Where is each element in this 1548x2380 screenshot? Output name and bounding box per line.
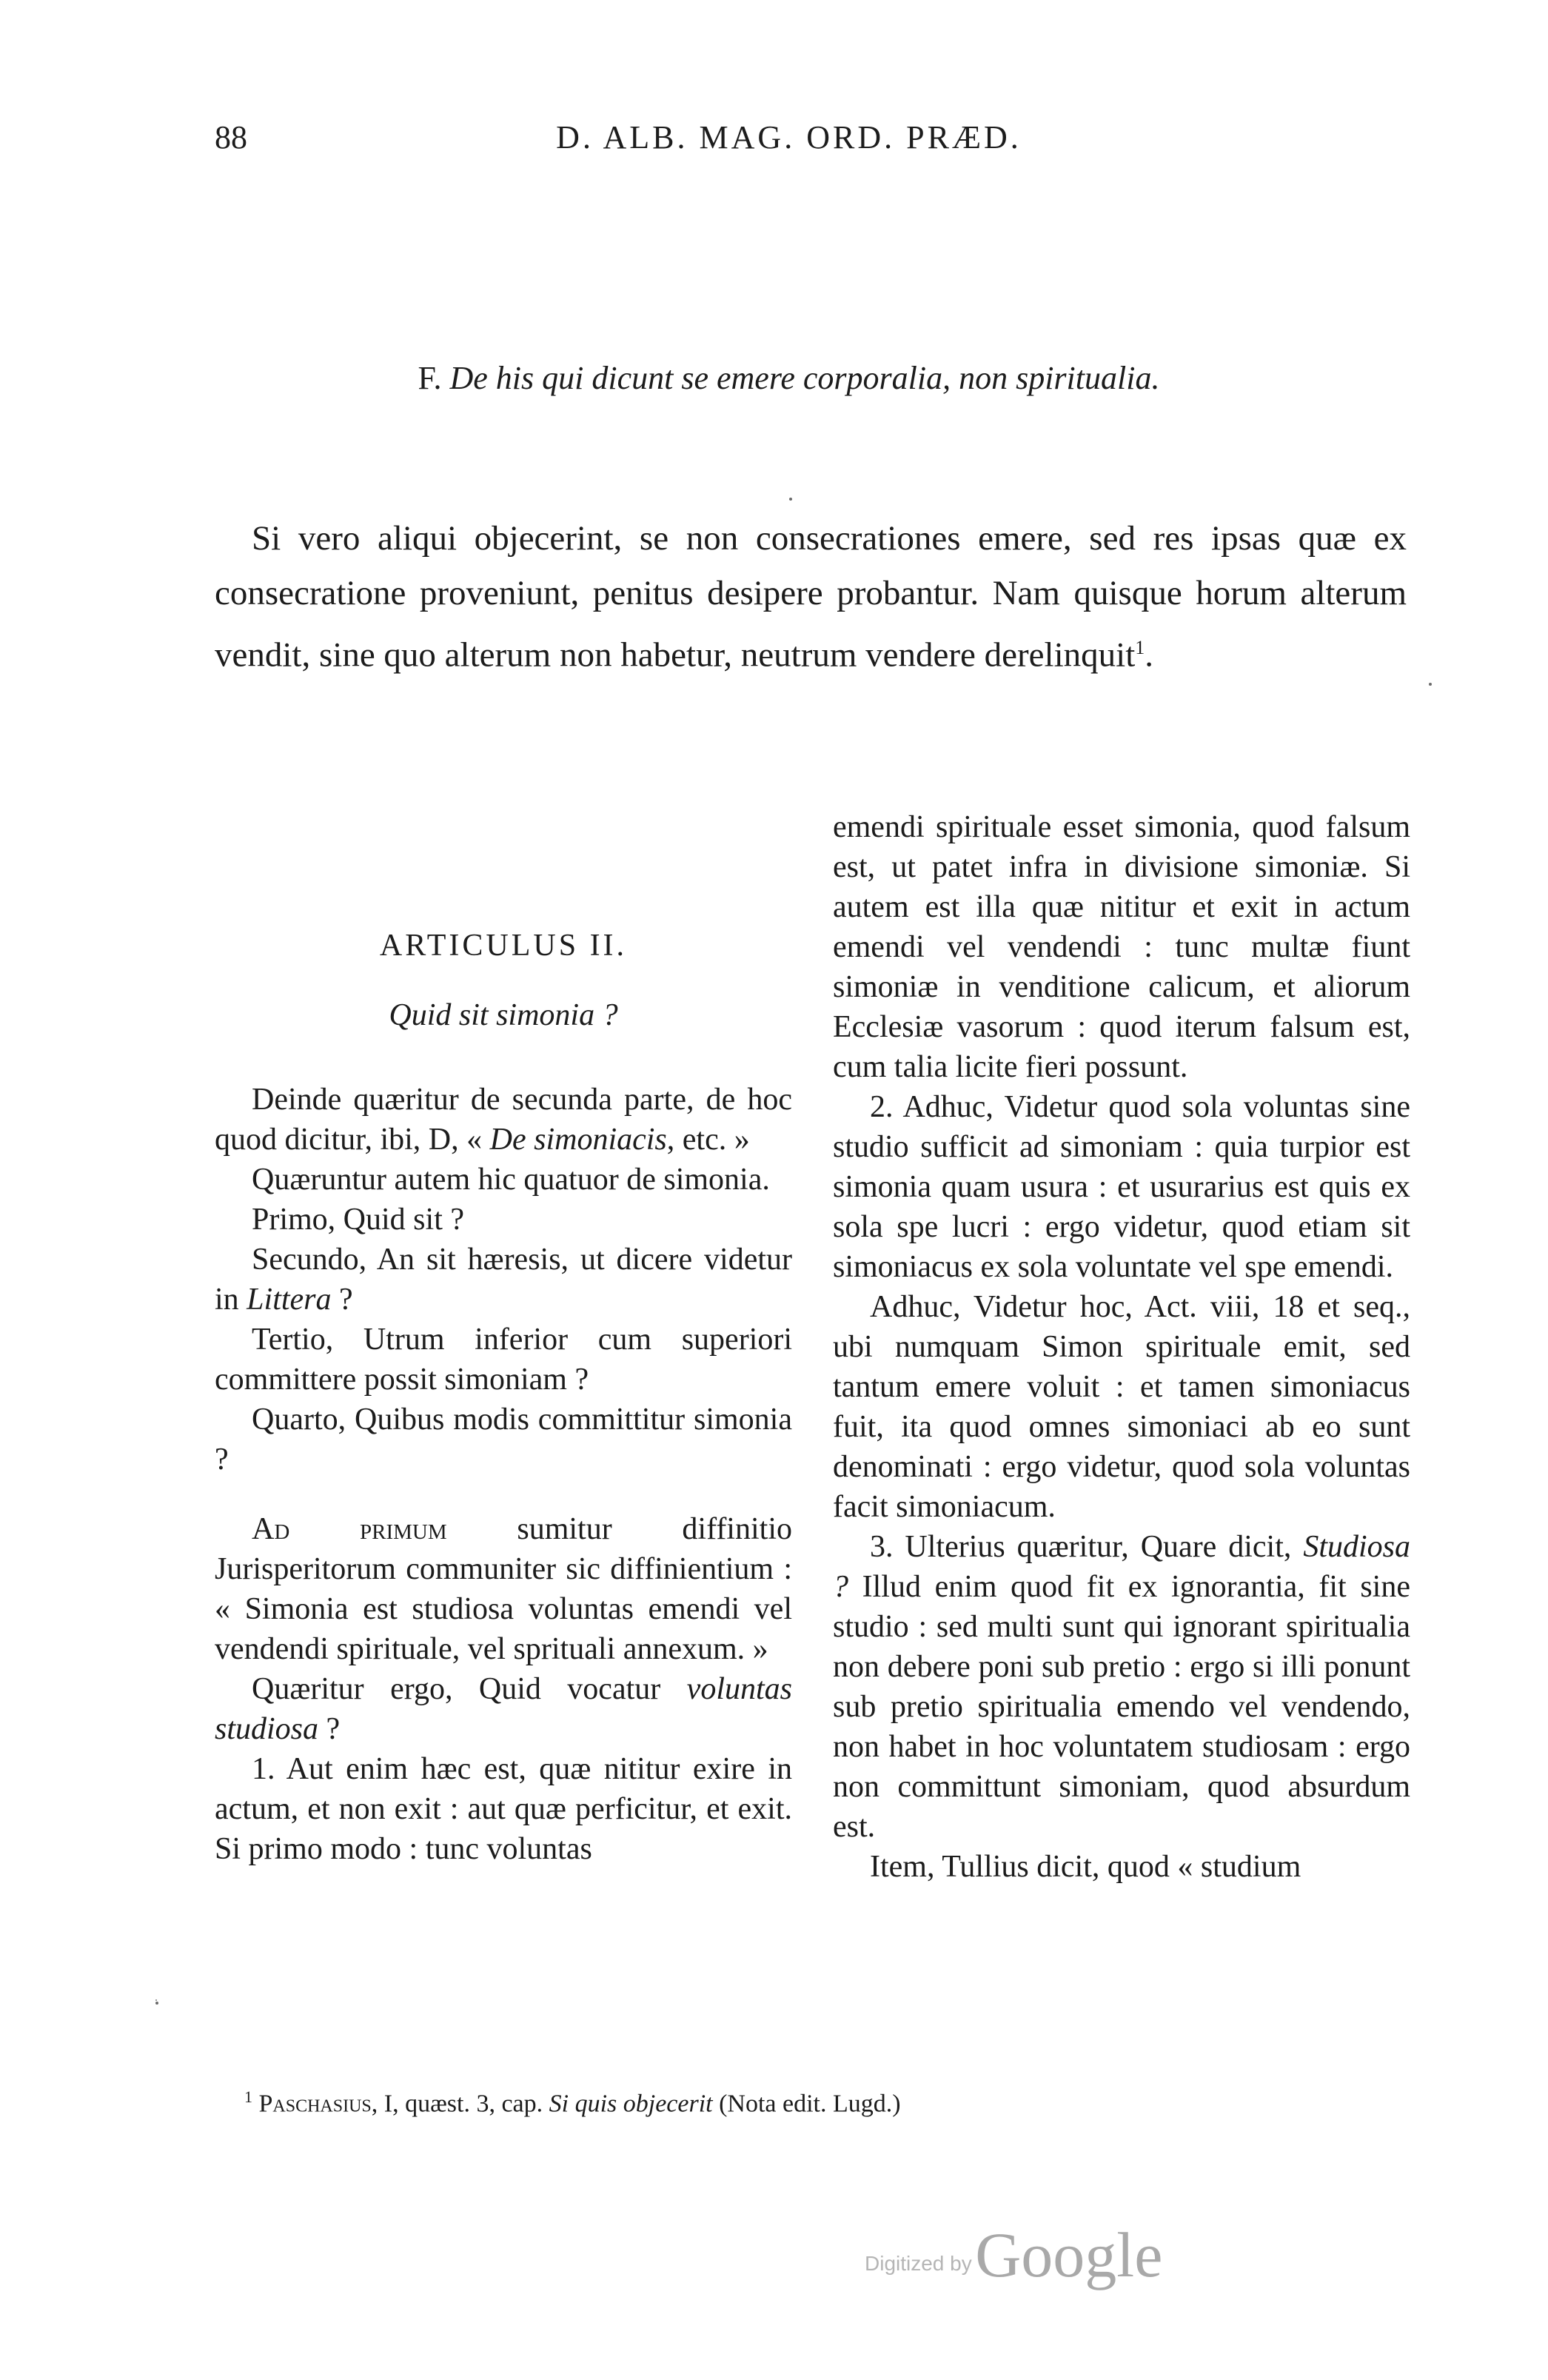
footnote-reference: 1 — [1135, 637, 1145, 658]
intro-text: Si vero aliqui objecerint, se non consecrationes emere, sed res ipsas quæ ex consecratione proveniunt, penitus desipere probantur. Nam quisque horum alterum vendit, sine quo alterum non habetur, neutrum vendere derelinquit — [215, 519, 1407, 675]
smallcaps-run: Ad primum — [252, 1512, 447, 1546]
paragraph — [215, 1509, 792, 1669]
footnote-text: (Nota edit. Lugd.) — [712, 2090, 901, 2118]
text-run: ? — [331, 1283, 353, 1317]
paragraph — [215, 1240, 792, 1320]
italic-run: Studiosa ? — [833, 1530, 1410, 1604]
text-run: sumitur diffinitio Jurisperitorum communiter sic diffinientium : « Simonia est studiosa voluntas emendi vel vendendi spirituale, vel sprituali annexum. » — [215, 1512, 792, 1666]
paragraph: 2. Adhuc, Videtur quod sola voluntas sine studio sufficit ad simoniam : quia turpior est simonia quam usura : et usurarius est quis ex sola spe lucri : ergo videtur, quod etiam sit simoniacus ex sola voluntate vel spe emendi. — [833, 1090, 1410, 1284]
text-run: , etc. » — [666, 1123, 750, 1157]
footnote-text: , I, quæst. 3, cap. — [371, 2090, 549, 2118]
article-subtitle: Quid sit simonia ? — [389, 998, 618, 1032]
paragraph: Item, Tullius dicit, quod « studium — [870, 1850, 1301, 1884]
paragraph: Primo, Quid sit ? — [252, 1203, 465, 1237]
intro-end: . — [1145, 635, 1154, 675]
text-run: ? — [318, 1712, 341, 1746]
paragraph: Tertio, Utrum inferior cum superiori committere possit simoniam ? — [215, 1323, 792, 1397]
paragraph: 1. Aut enim hæc est, quæ nititur exire in actum, et non exit : aut quæ perficitur, et exit. Si primo modo : tunc voluntas — [215, 1752, 792, 1866]
text-run: Quæritur ergo, Quid vocatur — [252, 1672, 687, 1706]
footnote-rule — [155, 1999, 157, 2001]
paragraph — [215, 1080, 792, 1160]
section-letter: F. — [418, 360, 442, 396]
paragraph — [833, 1527, 1410, 1847]
scan-speck — [789, 498, 792, 501]
watermark-logo-text: Google — [975, 2219, 1163, 2290]
section-title: De his qui dicunt se emere corporalia, non spiritualia. — [449, 360, 1160, 396]
page-number: 88 — [215, 119, 247, 156]
article-heading: ARTICULUS II. — [379, 929, 628, 963]
scan-speck — [155, 2002, 158, 2005]
text-run: Illud enim quod fit ex ignorantia, fit sine studio : sed multi sunt qui ignorant spiritualia non debere poni sub pretio : ergo si illi ponunt sub pretio spiritualia emendo vel vendendo, non habet in hoc voluntatem studiosam : ergo non committunt simoniam, quod absurdum est. — [833, 1570, 1410, 1844]
watermark-small-text: Digitized by — [865, 2252, 972, 2275]
paragraph: Quæruntur autem hic quatuor de simonia. — [252, 1163, 770, 1197]
paragraph: emendi spirituale esset simonia, quod falsum est, ut patet infra in divisione simoniæ. Si autem est illa quæ nititur et exit in actum emendi vel vendendi : tunc multæ fiunt simoniæ in venditione calicum, et aliorum Ecclesiæ vasorum : quod iterum falsum est, cum talia licite fieri possunt. — [833, 810, 1410, 1084]
text-run: 3. Ulterius quæritur, Quare dicit, — [870, 1530, 1304, 1564]
paragraph — [215, 1669, 792, 1749]
text-run: Secundo, An sit hæresis, ut dicere videtur in — [215, 1243, 792, 1317]
footnote-mark: 1 — [244, 2087, 252, 2106]
footnote — [244, 2081, 1429, 2120]
italic-run: voluntas studiosa — [215, 1672, 792, 1746]
footnote-italic: Si quis objecerit — [549, 2090, 713, 2118]
footnote-author: Paschasius — [258, 2090, 372, 2118]
italic-run: Littera — [247, 1283, 332, 1317]
running-header: D. ALB. MAG. ORD. PRÆD. — [556, 119, 1022, 156]
scan-speck — [1429, 683, 1432, 686]
text-run: Deinde quæritur de secunda parte, de hoc quod dicitur, ibi, D, « — [215, 1083, 792, 1157]
left-column — [215, 926, 792, 1869]
paragraph: Quarto, Quibus modis committitur simonia ? — [215, 1403, 792, 1477]
right-column — [833, 807, 1410, 1887]
google-watermark — [865, 2218, 1162, 2292]
intro-paragraph — [215, 511, 1407, 683]
italic-run: De simoniacis — [489, 1123, 667, 1157]
section-heading — [0, 359, 1548, 397]
paragraph: Adhuc, Videtur hoc, Act. viii, 18 et seq., ubi numquam Simon spirituale emit, sed tantum emere voluit : et tamen simoniacus fuit, ita quod omnes simoniaci ab eo sunt denominati : ergo videtur, quod sola voluntas facit simoniacum. — [833, 1290, 1410, 1524]
